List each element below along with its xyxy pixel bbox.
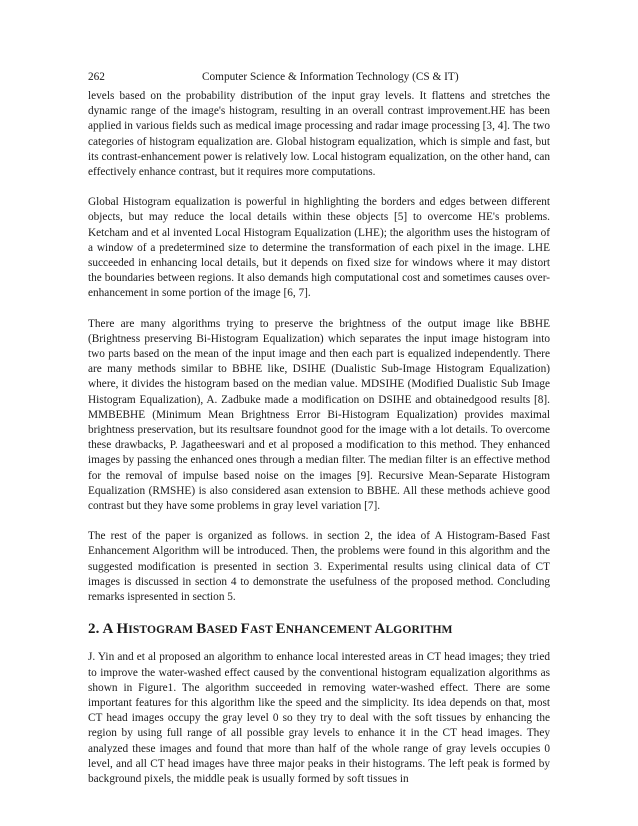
- heading-cap-5: A: [374, 621, 386, 638]
- journal-title: Computer Science & Information Technology (CS & IT): [202, 71, 459, 83]
- running-header: [88, 69, 550, 85]
- paragraph-1: levels based on the probability distribution of the input gray levels. It flattens and stretches the dynamic range of the image's histogram, resulting in an overall contrast improvement.HE has been applied in various fields such as medical image processing and radar image processing [3, 4]. The two categories of histogram equalization are. Global histogram equalization, which is simple and fast, but its contrast-enhancement power is relatively low. Local histogram equalization, on the other hand, can effectively enhance contrast, but it requires more computations.: [88, 90, 550, 179]
- heading-sc-1: ISTOGRAM: [128, 623, 197, 637]
- heading-sc-3: AST: [249, 623, 276, 637]
- heading-sc-5: LGORITHM: [385, 623, 453, 637]
- paragraph-4: The rest of the paper is organized as follows. in section 2, the idea of A Histogram-Based Fast Enhancement Algorithm will be introduced. Then, the problems were found in this algorithm and the suggested modification is presented in section 3. Experimental results using clinical data of CT images is discussed in section 4 to demonstrate the usefulness of the proposed method. Concluding remarks ispresented in section 5.: [88, 530, 550, 604]
- section-number: 2. A: [88, 621, 117, 638]
- heading-cap-4: E: [275, 621, 286, 638]
- paragraph-2: Global Histogram equalization is powerful in highlighting the borders and edges between different objects, but may reduce the local details within these objects [5] to overcome HE's problems. Ketcham and et al invented Local Histogram Equalization (LHE); the algorithm uses the histogram of a window of a predetermined size to determine the transformation of each pixel in the image. LHE succeeded in enhancing local details, but it depends on fixed size for windows where it may distort the boundaries between regions. It also demands high computational cost and sometimes causes over-enhancement in some portion of the image [6, 7].: [88, 196, 550, 300]
- page-number: 262: [88, 71, 105, 83]
- paragraph-3: There are many algorithms trying to preserve the brightness of the output image like BBHE (Brightness preserving Bi-Histogram Equalization) which separates the input image histogram into two parts based on the mean of the input image and then each part is equalized independently. There are many methods similar to BBHE like, DSIHE (Dualistic Sub-Image Histogram Equalization) where, it divides the histogram based on the median value. MDSIHE (Modified Dualistic Sub Image Histogram Equalization), A. Zadbuke made a modification on DSIHE and obtainedgood results [8]. MMBEBHE (Minimum Mean Brightness Error Bi-Histogram Equalization) provides maximal brightness preservation, but its resultsare foundnot good for the image with a lot details. To overcome these drawbacks, P. Jagatheeswari and et al proposed a modification to this method. They enhanced images by passing the enhanced ones through a median filter. The median filter is an effective method for the removal of impulse based noise on the images [9]. Recursive Mean-Separate Histogram Equalization (RMSHE) is also considered asan extension to BBHE. All these methods achieve good contrast but they have some problems in gray level variation [7].: [88, 317, 550, 513]
- section-paragraph: J. Yin and et al proposed an algorithm to enhance local interested areas in CT head images; they tried to improve the water-washed effect caused by the conventional histogram equalization algorithms as shown in Figure1. The algorithm succeeded in removing water-washed effect. There are some important features for this algorithm like the speed and the simplicity. Its idea depends on that, most CT head images occupy the gray level 0 so they try to deal with the soft tissues by enhancing the region by using full range of all possible gray levels to enhance it in the CT head images. They analyzed these images and found that more than half of the whole range of gray levels occupies 0 level, and all CT head images have three major peaks in their histograms. The left peak is formed by background pixels, the middle peak is usually formed by soft tissues in: [88, 651, 550, 785]
- heading-sc-2: ASED: [206, 623, 241, 637]
- heading-cap-1: H: [116, 621, 129, 638]
- section-heading: [88, 620, 550, 639]
- heading-cap-2: B: [196, 621, 207, 638]
- body-text: [88, 89, 550, 802]
- heading-sc-4: NHANCEMENT: [285, 623, 375, 637]
- heading-cap-3: F: [240, 621, 250, 638]
